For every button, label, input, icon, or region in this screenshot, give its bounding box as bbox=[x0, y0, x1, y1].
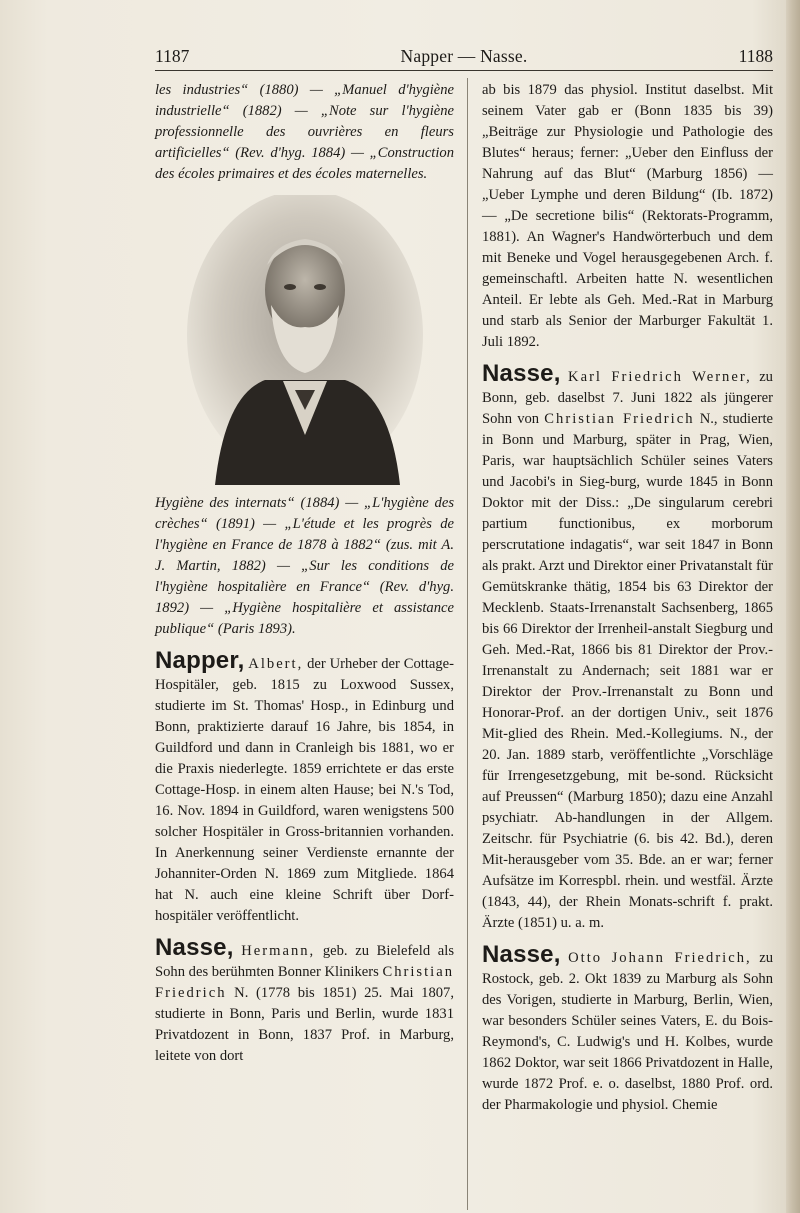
entry-firstname-nasse-hermann: Hermann, bbox=[241, 943, 316, 959]
entry-text-napper: der Urheber der Cottage-Hospitäler, geb. 1815 zu Loxwood Sussex, studierte im St. Thomas' Hosp., in Edinburg und Bonn, praktizierte darauf 16 Jahre, bis 1854, in Guildford und dann in Cranleigh bis 1881, wo er die Praxis niederlegte. 1859 errichtete er das erste Cottage-Hosp. in einem alten Hause; bei N.'s Tod, 16. Nov. 1894 in Guildford, waren wenigstens 500 solcher Hospitäler in Gross-britannien vorhanden. In Anerkennung seiner Verdienste ernannte der Johanniter-Orden N. 1869 zum Mitgliede. 1864 hat N. auch eine kleine Schrift über Dorf-hospitäler veröffentlicht. bbox=[155, 656, 454, 924]
entry-text-nasse-hermann-b: N. (1778 bis 1851) 25. Mai 1807, studierte in Bonn, Paris und Berlin, wurde 1831 Privatdozent in Bonn, 1837 Prof. in Marburg, leitete von dort bbox=[155, 985, 454, 1064]
entry-nasse-karl bbox=[482, 360, 773, 934]
entry-firstname-napper: Albert, bbox=[248, 656, 304, 672]
entry-firstname-nasse-karl: Karl Friedrich Werner, bbox=[568, 369, 752, 385]
left-column bbox=[155, 80, 454, 1067]
right-paragraph-continued: ab bis 1879 das physiol. Institut daselbst. Mit seinem Vater gab er (Bonn 1835 bis 39) „Beiträge zur Physiologie und Pathologie des Blutes“ heraus; ferner: „Ueber den Einfluss der Nahrung auf das Blut“ (Marburg 1856) — „Ueber Lymphe und deren Bildung“ (Ib. 1872) — „De secretione bilis“ (Rektorats-Programm, 1881). An Wagner's Handwörterbuch und dem mit Beneke und Vogel herausgegebenen Arch. f. gemeinschaftl. Arbeiten hatte N. wesentlichen Anteil. Er lebte als Geh. Med.-Rat in Marburg und starb als Senior der Marburger Fakultät 1. Juli 1892. bbox=[482, 82, 773, 350]
entry-text-nasse-karl-b: N., studierte in Bonn und Marburg, später in Prag, Wien, Paris, war hauptsächlich Schüler seines Vaters und Jacobi's in Sieg-burg, wurde 1845 in Bonn Doktor mit der Diss.: „De singularum cerebri partium functionibus, ex morborum perscrutatione indagatis“, war seit 1847 in Bonn als prakt. Arzt und Direktor einer Privatanstalt für Gemütskranke thätig, 1854 bis 63 Direktor der Mecklenb. Staats-Irrenanstalt Sachsenberg, 1865 bis 66 Direktor der Irrenheil-anstalt Siegburg und Geh. Med.-Rat, 1866 bis 81 Direktor der Prov.-Irrenanstalt zu Andernach; seit 1881 war er Direktor der Prov.-Irrenanstalt zu Bonn und Honorar-Prof. an der dortigen Univ., seit 1876 Mit-glied des Rhein. Med.-Kollegiums. N., der 20. Jan. 1889 starb, veröffentlichte „Vorschläge für Irrengesetzgebung, mit be-sond. Rücksicht auf Preussen“ (Marburg 1850); dazu eine Anzahl psychiatr. Ab-handlungen in der Allgem. Zeitschr. für Psychiatrie (6. bis 42. Bd.), deren Mit-herausgeber vom 35. Bde. an er war; ferner Aufsätze im Korrespbl. rhein. und westfäl. Ärzte (1843, 44), der Rhein Monats-schrift f. prakt. Ärzte (1851) u. a. m. bbox=[482, 411, 773, 931]
entry-head-nasse-otto: Nasse, bbox=[482, 941, 561, 968]
left-paragraph-titles: Hygiène des internats“ (1884) — „L'hygiène des crèches“ (1891) — „L'étude et les progrès de l'hygiène en France de 1878 à 1882“ (zus. mit A. J. Martin, 1882) — „Sur les conditions de l'hygiène hospitalière en France“ (Rev. d'hyg. 1892) — „Hygiène hospitalière et assistance publique“ (Paris 1893). bbox=[155, 495, 454, 637]
entry-firstname-nasse-otto: Otto Johann Friedrich, bbox=[568, 950, 752, 966]
entry-head-nasse-karl: Nasse, bbox=[482, 360, 561, 387]
entry-text-nasse-hermann-a: geb. zu Bielefeld als Sohn des berühmten Bonner Klinikers bbox=[155, 943, 454, 980]
entry-head-nasse-hermann: Nasse, bbox=[155, 934, 234, 961]
portrait-drawing bbox=[185, 195, 425, 485]
column-divider bbox=[467, 78, 468, 1210]
page-header bbox=[155, 44, 773, 71]
entry-text-nasse-otto: zu Rostock, geb. 2. Okt 1839 zu Marburg als Sohn des Vorigen, studierte in Marburg, Berlin, Wien, war besonders Schüler seines Vaters, E. du Bois-Reymond's, C. Ludwig's und H. Kolbes, wurde 1862 Doktor, war seit 1866 Privatdozent in Halle, wurde 1872 Prof. e. o. daselbst, 1880 Prof. ord. der Pharmakologie und physiol. Chemie bbox=[482, 950, 773, 1113]
entry-nasse-otto bbox=[482, 941, 773, 1116]
left-paragraph-continued: les industries“ (1880) — „Manuel d'hygiène industrielle“ (1882) — „Note sur l'hygiène professionnelle des ouvrières en fleurs artificielles“ (Rev. d'hyg. 1884) — „Construction des écoles primaires et des écoles maternelles. bbox=[155, 82, 454, 182]
page-number-left: 1187 bbox=[155, 46, 190, 66]
entry-head-napper: Napper, bbox=[155, 647, 245, 674]
entry-father-nasse-karl: Christian Friedrich bbox=[544, 411, 695, 427]
running-title: Napper — Nasse. bbox=[400, 46, 528, 66]
entry-father-nasse-hermann: Christian Friedrich bbox=[155, 964, 454, 1001]
entry-napper bbox=[155, 647, 454, 927]
right-column bbox=[482, 80, 773, 1116]
entry-nasse-hermann bbox=[155, 934, 454, 1067]
page-number-right: 1188 bbox=[738, 46, 773, 66]
portrait-image bbox=[185, 195, 425, 485]
entry-text-nasse-karl-a: zu Bonn, geb. daselbst 7. Juni 1822 als jüngerer Sohn von bbox=[482, 369, 773, 427]
page-edge-shadow bbox=[786, 0, 800, 1213]
